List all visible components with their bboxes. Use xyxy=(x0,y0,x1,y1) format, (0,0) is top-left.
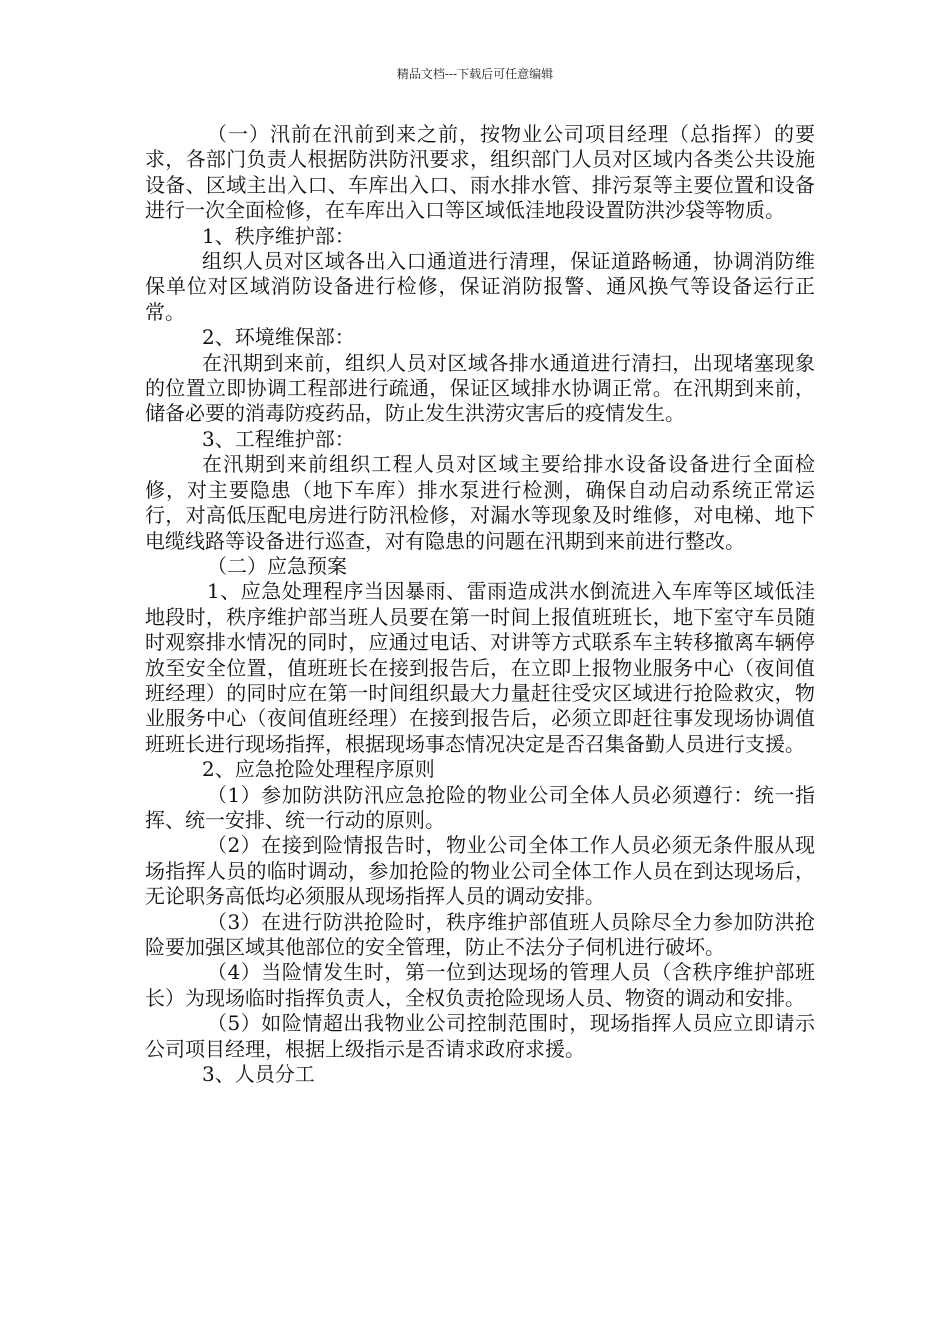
heading-engineering-maintenance: 3、工程维护部： xyxy=(202,426,355,451)
heading-order-maintenance: 1、秩序维护部： xyxy=(202,223,355,248)
document-body xyxy=(145,122,815,1087)
paragraph-principle-2: （2）在接到险情报告时，物业公司全体工作人员必须无条件服从现场指挥人员的临时调动，参加抢险的物业公司全体工作人员在到达现场后，无论职务高低均必须服从现场指挥人员的调动安排。 xyxy=(145,833,815,909)
paragraph-principle-5: （5）如险情超出我物业公司控制范围时，现场指挥人员应立即请示公司项目经理，根据上级指示是否请求政府求援。 xyxy=(145,1011,815,1061)
paragraph-emergency-procedure: 1、应急处理程序当因暴雨、雷雨造成洪水倒流进入车库等区域低洼地段时，秩序维护部当班人员要在第一时间上报值班班长，地下室守车员随时观察排水情况的同时，应通过电话、对讲等方式联系车主转移撤离车辆停放至安全位置，值班班长在接到报告后，在立即上报物业服务中心（夜间值班经理）的同时应在第一时间组织最大力量赶往受灾区域进行抢险救灾，物业服务中心（夜间值班经理）在接到报告后，必须立即赶往事发现场协调值班班长进行现场指挥，根据现场事态情况决定是否召集备勤人员进行支援。 xyxy=(145,579,815,756)
page-header: 精品文档---下载后可任意编辑 xyxy=(396,67,554,81)
paragraph-principle-3: （3）在进行防洪抢险时，秩序维护部值班人员除尽全力参加防洪抢险要加强区域其他部位的安全管理，防止不法分子伺机进行破坏。 xyxy=(145,909,815,959)
paragraph-environment-maintenance: 在汛期到来前，组织人员对区域各排水通道进行清扫，出现堵塞现象的位置立即协调工程部进行疏通，保证区域排水协调正常。在汛期到来前，储备必要的消毒防疫药品，防止发生洪涝灾害后的疫情发生。 xyxy=(145,350,815,426)
heading-staff-assignment: 3、人员分工 xyxy=(202,1062,315,1087)
heading-environment-maintenance: 2、环境维保部： xyxy=(202,325,355,350)
paragraph-principle-1: （1）参加防洪防汛应急抢险的物业公司全体人员必须遵行：统一指挥、统一安排、统一行动的原则。 xyxy=(145,782,815,832)
heading-emergency-plan: （二）应急预案 xyxy=(207,553,347,578)
paragraph-principle-4: （4）当险情发生时，第一位到达现场的管理人员（含秩序维护部班长）为现场临时指挥负责人，全权负责抢险现场人员、物资的调动和安排。 xyxy=(145,960,815,1010)
paragraph-engineering-maintenance: 在汛期到来前组织工程人员对区域主要给排水设备设备进行全面检修，对主要隐患（地下车库）排水泵进行检测，确保自动启动系统正常运行，对高低压配电房进行防汛检修，对漏水等现象及时维修，对电梯、地下电缆线路等设备进行巡查，对有隐患的问题在汛期到来前进行整改。 xyxy=(145,452,815,553)
paragraph-pre-flood: （一）汛前在汛前到来之前，按物业公司项目经理（总指挥）的要求，各部门负责人根据防洪防汛要求，组织部门人员对区域内各类公共设施设备、区域主出入口、车库出入口、雨水排水管、排污泵等主要位置和设备进行一次全面检修，在车库出入口等区域低洼地段设置防洪沙袋等物质。 xyxy=(145,122,815,223)
paragraph-order-maintenance: 组织人员对区域各出入口通道进行清理，保证道路畅通，协调消防维保单位对区域消防设备进行检修，保证消防报警、通风换气等设备运行正常。 xyxy=(145,249,815,324)
heading-rescue-principles: 2、应急抢险处理程序原则 xyxy=(202,757,435,782)
